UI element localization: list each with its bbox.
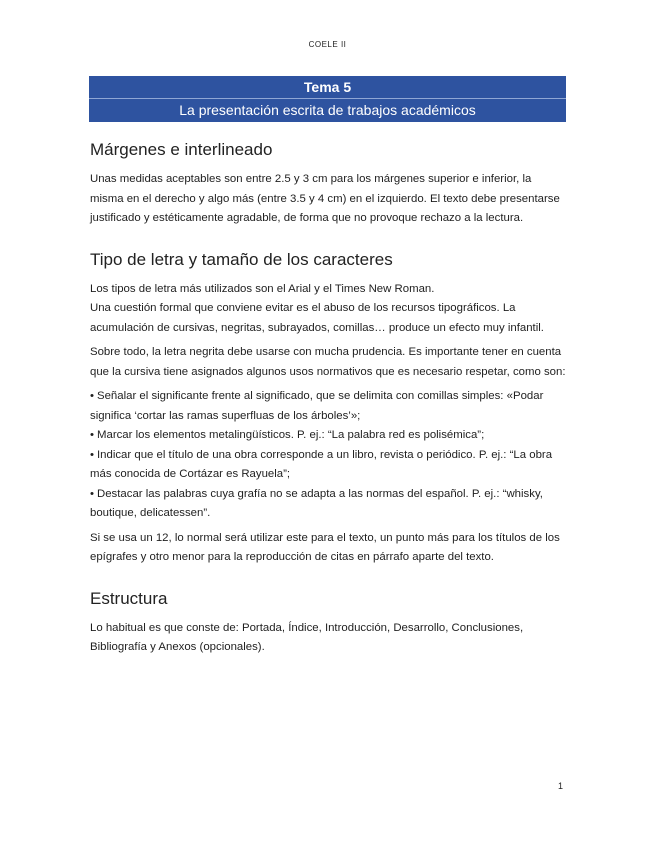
list-item-text: Destacar las palabras cuya grafía no se adapta a las normas del español. P. ej.: “whisky, boutique, delicatessen”. <box>90 487 543 519</box>
list-item-text: Señalar el significante frente al significado, que se delimita con comillas simples: «Podar significa ‘cortar las ramas superfluas de los árboles’»; <box>90 390 544 422</box>
list-item-text: Indicar que el título de una obra corresponde a un libro, revista o periódico. P. ej.: “La obra más conocida de Cortázar es Rayuela”; <box>90 448 553 480</box>
paragraph: Los tipos de letra más utilizados son el Arial y el Times New Roman. <box>90 282 435 295</box>
section-estructura <box>90 589 566 658</box>
bullet-icon: • <box>90 429 94 441</box>
list-item <box>90 387 566 426</box>
page-number: 1 <box>558 781 564 791</box>
title-banner <box>89 76 566 122</box>
section-tipo-letra <box>90 250 566 568</box>
section-heading: Tipo de letra y tamaño de los caracteres <box>90 249 393 269</box>
list-item <box>90 485 566 524</box>
bullet-icon: • <box>90 487 94 500</box>
list-item <box>90 446 566 485</box>
list-item <box>90 426 566 446</box>
list-item-text: Marcar los elementos metalingüísticos. P. ej.: “La palabra red es polisémica”; <box>97 429 485 441</box>
title-subtitle: La presentación escrita de trabajos académicos <box>179 102 476 118</box>
paragraph: Unas medidas aceptables son entre 2.5 y 3 cm para los márgenes superior e inferior, la misma en el derecho y algo más (entre 3.5 y 4 cm) en el izquierdo. El texto debe presentarse justificado y estéticamente agradable, de forma que no provoque rechazo a la lectura. <box>90 173 560 224</box>
paragraph: Sobre todo, la letra negrita debe usarse con mucha prudencia. Es importante tener en cuenta que la cursiva tiene asignados algunos usos normativos que es necesario respetar, como son: <box>90 346 566 378</box>
bullet-icon: • <box>90 390 94 402</box>
section-heading: Márgenes e interlineado <box>90 140 273 159</box>
page-header: COELE II <box>308 40 347 49</box>
title-topic: Tema 5 <box>303 79 352 95</box>
bullet-icon: • <box>90 448 94 461</box>
section-heading: Estructura <box>90 588 168 608</box>
usage-list <box>90 387 566 524</box>
paragraph: Si se usa un 12, lo normal será utilizar este para el texto, un punto más para los títulos de los epígrafes y otro menor para la reproducción de citas en párrafo aparte del texto. <box>90 531 560 563</box>
paragraph: Lo habitual es que conste de: Portada, Índice, Introducción, Desarrollo, Conclusiones, Bibliografía y Anexos (opcionales). <box>90 621 524 653</box>
paragraph: Una cuestión formal que conviene evitar es el abuso de los recursos tipográficos. La acumulación de cursivas, negritas, subrayados, comillas… produce un efecto muy infantil. <box>90 302 544 334</box>
section-margenes <box>90 140 566 229</box>
document-body <box>90 140 566 658</box>
